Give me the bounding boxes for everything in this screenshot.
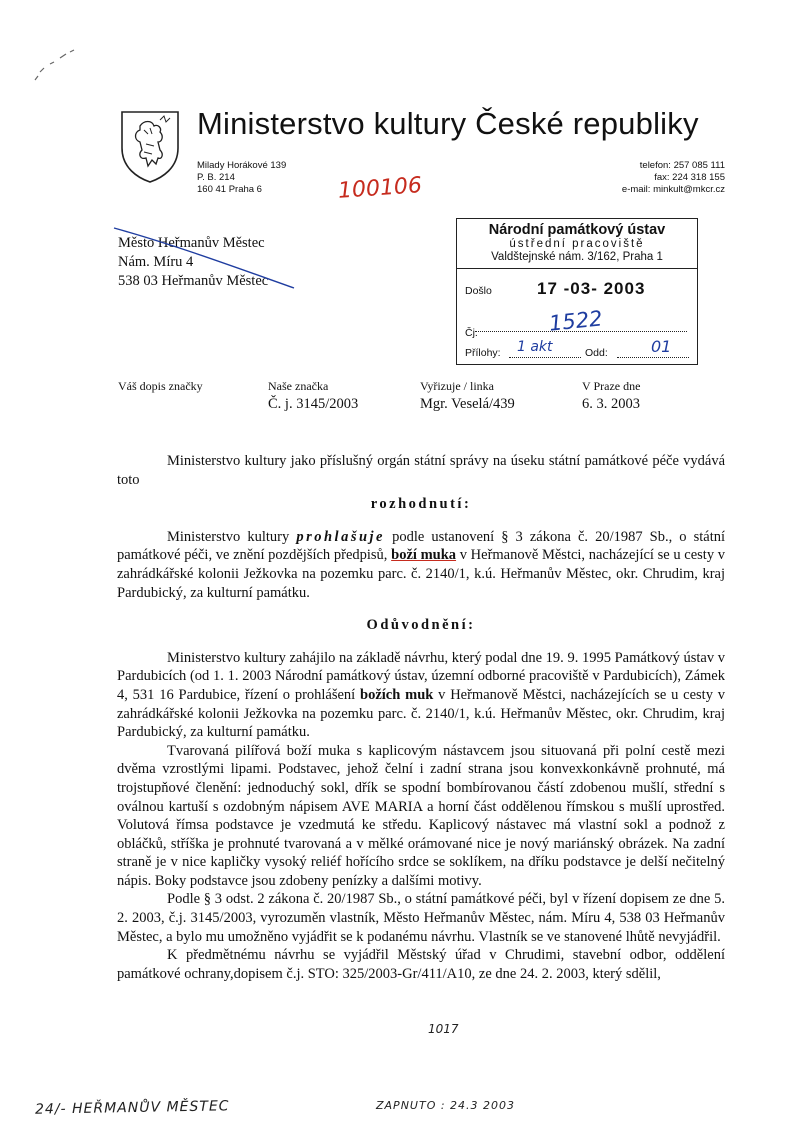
reason-heading — [117, 616, 725, 635]
handwritten-number: 100106 — [337, 173, 423, 204]
handwritten-filing-note: ZAPNUTO : 24.3 2003 — [376, 1099, 516, 1112]
recipient-line: 538 03 Heřmanův Městec — [118, 273, 269, 289]
stamp-received-label: Došlo — [465, 285, 492, 297]
decision-object: boží muka — [391, 547, 457, 564]
document-body — [117, 452, 725, 983]
stamp-attachments-value: 1 akt — [517, 339, 553, 355]
intro-paragraph: Ministerstvo kultury jako příslušný orgán státní správy na úseku státní památkové péče vydává toto — [117, 453, 725, 488]
reason-text: Ministerstvo kultury zahájilo na základě návrhu, který podal dne 19. 9. 1995 Památkový ústav v Pardubicích (od 1. 1. 2003 Národní památkový ústav, územní odborné pracoviště v Pardubicích), Zámek 4, 531 16 Pardubice, řízení o prohlášení — [117, 649, 725, 703]
decision-legal-basis: podle ustanovení § 3 zákona č. 20/1987 Sb., o státní památkové péči, ve znění pozdějších předpisů, — [117, 528, 726, 564]
decision-heading — [117, 495, 725, 514]
dotted-line — [617, 357, 689, 358]
recipient-line: Nám. Míru 4 — [118, 254, 194, 270]
pen-marks — [30, 48, 80, 88]
our-ref-value: Č. j. 3145/2003 — [268, 396, 359, 412]
address-line: P. B. 214 — [197, 172, 235, 183]
stamp-department-value: 01 — [651, 337, 672, 356]
coat-of-arms-icon — [118, 108, 182, 184]
description-paragraph: Tvarovaná pilířová boží muka s kaplicovým nástavcem jsou situovaná při polní cestě mezi dvěma vzrostlými lipami. Podstavec, jehož čelní i zadní strana jsou konvexkonkávně prohnuté, má trojstupňové členění: jednoduchý sokl, dřík se spodní bombírovanou částí zdobenou mušlí, střední s oválnou kartuší s ozdobným nápisem AVE MARIA a horní část oddělenou římskou s mušlí uprostřed. Volutová římsa podstavce je vzedmutá ke středu. Kaplicový nástavec má vlastní sokl a podnož z obláčků, stříška je prohnuté tvarovaná a v mělké orámované nice je nový mariánský obrázek. Na zadní straně je v nice kapličky vysoký reliéf hořícího srdce se soklíkem, na dříku podstavce je delší nečitelný nápis. Boky podstavce jsou zdobeny penízky a dalšími motivy. — [117, 742, 725, 889]
reason-paragraph — [117, 649, 725, 742]
dotted-line — [509, 357, 581, 358]
reason-object: božích muk — [360, 686, 434, 703]
owner-notice-paragraph: Podle § 3 odst. 2 zákona č. 20/1987 Sb., o státní památkové péči, byl v řízení dopisem ze dne 5. 2. 2003, č.j. 3145/2003, vyrozuměn vlastník, Město Heřmanův Městec, nám. Míru 4, 538 03 Heřmanův Městec, a bylo mu umožněno vyjádřit se k podanému návrhu. Vlastník se ve stanovené lhůtě nevyjádřil. — [117, 891, 725, 945]
strike-through-mark — [112, 226, 297, 291]
contact-fax: fax: 224 318 155 — [654, 172, 725, 183]
decision-subject: Ministerstvo kultury — [167, 528, 290, 545]
stamp-ref-label: Čj. — [465, 327, 478, 339]
stamp-department-label: Odd: — [585, 347, 608, 359]
ministry-title: Ministerstvo kultury České republiky — [197, 106, 699, 141]
recipient-line: Město Heřmanův Městec — [118, 235, 265, 251]
margin-note: 1017 — [428, 1022, 459, 1036]
reason-text: v Heřmanově Městci, nacházejících se u cesty v zahrádkářské kolonii Ježkovka na pozemku parc. č. 2140/1, k.ú. Heřmanův Městec, okr. Chrudim, kraj Pardubický, za kulturní památku. — [117, 686, 726, 741]
handled-by-label: Vyřizuje / linka — [420, 379, 494, 393]
handwritten-footer-note: 24/- HEŘMANŮV MĚSTEC — [34, 1098, 230, 1118]
stamp-ref-value: 1522 — [547, 306, 604, 336]
decision-heading-text: rozhodnutí: — [370, 496, 472, 513]
authority-statement-paragraph: K předmětnému návrhu se vyjádřil Městský úřad v Chrudimi, stavební odbor, oddělení památkové ochrany,dopisem č.j. STO: 325/2003-Gr/411/A10, ze dne 24. 2. 2003, který sdělil, — [117, 947, 725, 982]
ministry-address — [197, 160, 286, 196]
received-stamp — [456, 218, 698, 365]
stamp-address: Valdštejnské nám. 3/162, Praha 1 — [491, 251, 663, 263]
stamp-received-date: 17 -03- 2003 — [537, 279, 646, 298]
handled-by-value: Mgr. Veselá/439 — [420, 396, 515, 412]
address-line: Milady Horákové 139 — [197, 160, 287, 171]
decision-paragraph — [117, 528, 725, 602]
stamp-subtitle: ústřední pracoviště — [509, 238, 645, 250]
contact-phone: telefon: 257 085 111 — [639, 160, 725, 171]
address-line: 160 41 Praha 6 — [197, 184, 262, 195]
reason-heading-text: Odůvodnění: — [366, 617, 476, 634]
ministry-contact — [622, 160, 725, 196]
decision-location: v Heřmanově Městci, nacházející se u cesty v zahrádkářské kolonii Ježkovka na pozemku parc. č. 2140/1, k.ú. Heřmanův Městec, okr. Chrudim, kraj Pardubický, za kulturní památku. — [117, 547, 726, 601]
place-date-label: V Praze dne — [582, 379, 641, 393]
decision-verb: prohlašuje — [296, 528, 385, 545]
your-ref-label: Váš dopis značky — [118, 379, 203, 393]
stamp-attachments-label: Přílohy: — [465, 347, 501, 359]
contact-email: e-mail: minkult@mkcr.cz — [621, 184, 725, 195]
stamp-organization: Národní památkový ústav — [488, 222, 666, 238]
our-ref-label: Naše značka — [268, 379, 329, 393]
stamp-header — [457, 219, 697, 269]
document-date: 6. 3. 2003 — [582, 396, 640, 412]
